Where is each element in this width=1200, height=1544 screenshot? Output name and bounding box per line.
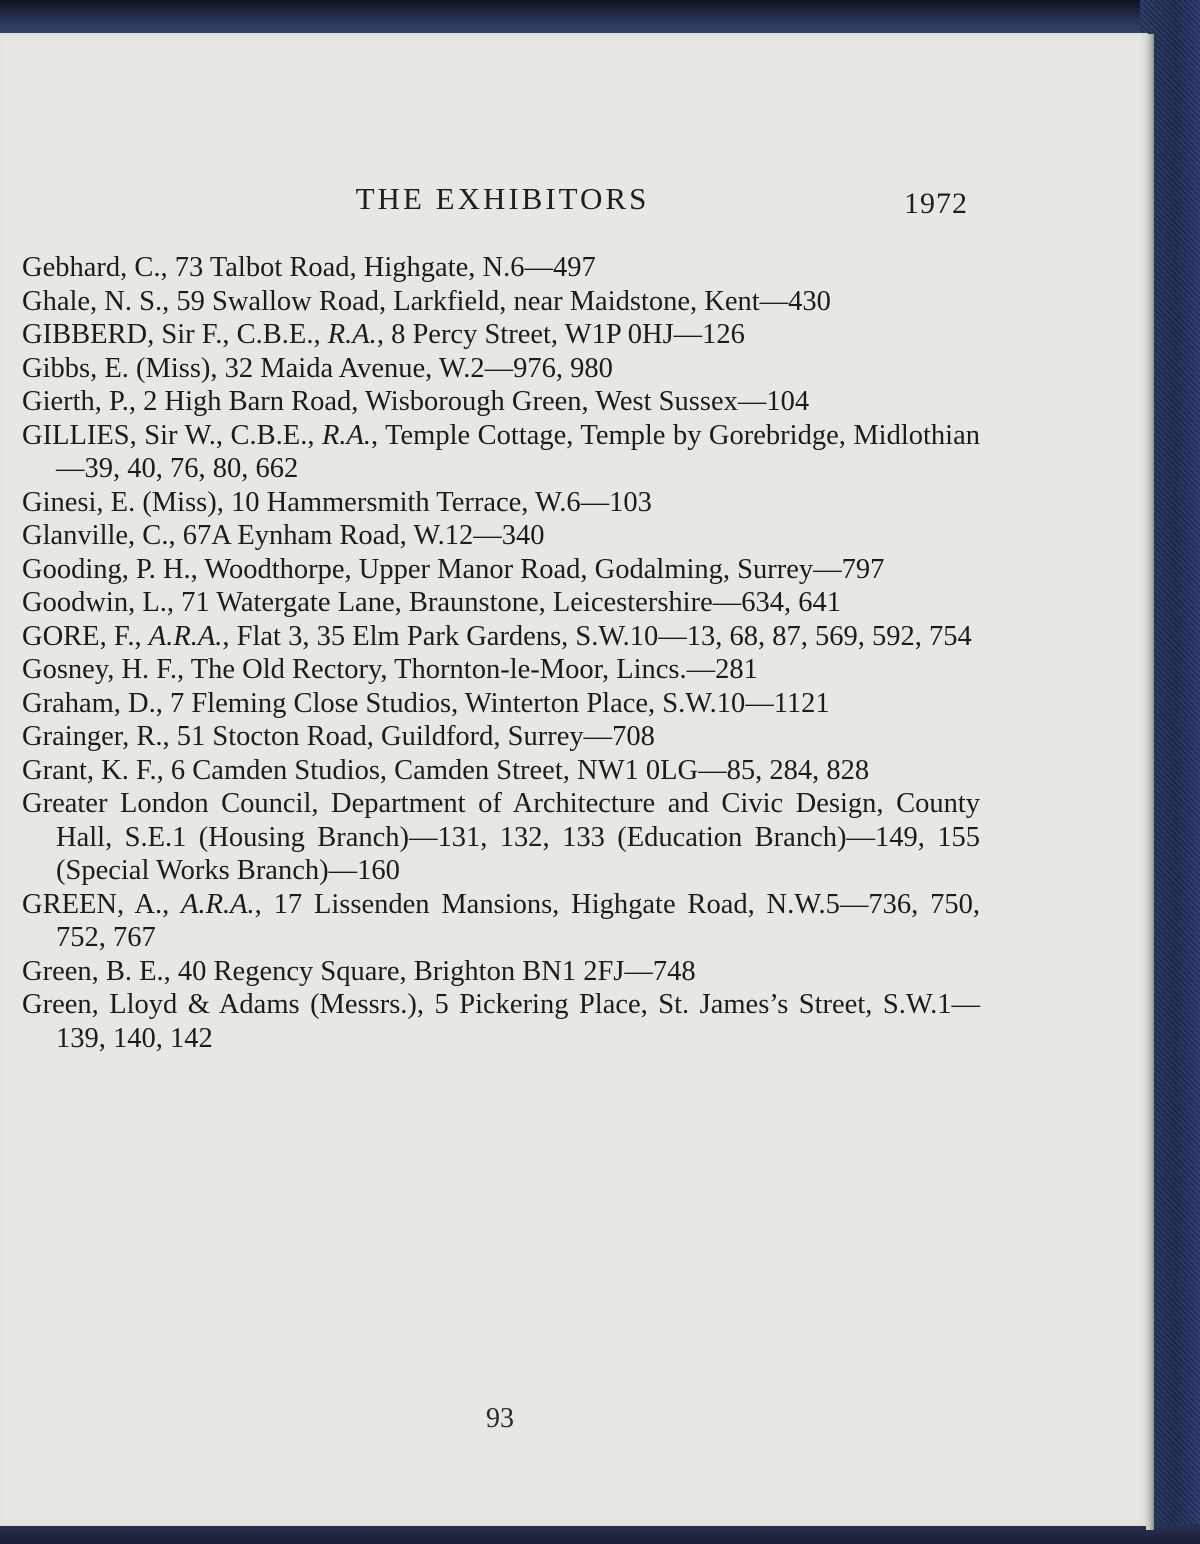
entry-text: Green, B. E., 40 Regency Square, Brighton BN1 2FJ—748 <box>22 955 696 987</box>
list-item <box>22 988 980 1055</box>
entry-text-rest: , 17 Lissenden Mansions, Highgate Road, N.W.5—736, 750, 752, 767 <box>56 888 980 953</box>
entry-title-italic: R.A. <box>327 319 377 350</box>
entry-text-rest: , Temple Cottage, Temple by Gorebridge, Midlothian—39, 40, 76, 80, 662 <box>56 419 980 484</box>
entry-text: Gosney, H. F., The Old Rectory, Thornton-le-Moor, Lincs.—281 <box>22 654 758 685</box>
list-item <box>22 720 980 754</box>
entry-text: Grainger, R., 51 Stocton Road, Guildford, Surrey—708 <box>22 721 655 752</box>
entry-text: Graham, D., 7 Fleming Close Studios, Winterton Place, S.W.10—1121 <box>22 687 830 719</box>
list-item <box>22 653 980 687</box>
list-item <box>22 519 980 553</box>
list-item <box>22 251 980 285</box>
list-item <box>22 586 980 620</box>
list-item <box>22 620 980 654</box>
entry-text: Gierth, P., 2 High Barn Road, Wisborough Green, West Sussex—104 <box>22 386 810 417</box>
list-item <box>22 754 980 788</box>
entry-text: GILLIES, Sir W., C.B.E., <box>22 419 322 451</box>
list-item <box>22 787 980 888</box>
entry-text: Gebhard, C., 73 Talbot Road, Highgate, N.6—497 <box>22 252 596 283</box>
year-label: 1972 <box>904 187 968 220</box>
list-item <box>22 419 980 486</box>
list-item <box>22 318 980 352</box>
entry-text: GREEN, A., <box>22 888 182 920</box>
entry-text: GIBBERD, Sir F., C.B.E., <box>22 319 328 350</box>
entry-text: Gibbs, E. (Miss), 32 Maida Avenue, W.2—976, 980 <box>22 352 613 384</box>
list-item <box>22 385 980 419</box>
entry-text-rest: , Flat 3, 35 Elm Park Gardens, S.W.10—13, 68, 87, 569, 592, 754 <box>222 620 972 652</box>
page-edge <box>1146 34 1154 1530</box>
exhibitor-list <box>22 251 980 1055</box>
list-item <box>22 888 980 955</box>
entry-text: Glanville, C., 67A Eynham Road, W.12—340 <box>22 520 545 551</box>
list-item <box>22 285 980 319</box>
book-page <box>0 33 1148 1526</box>
entry-title-italic: A.R.A. <box>181 888 255 920</box>
running-head <box>0 179 1148 223</box>
page-number: 93 <box>486 1403 514 1434</box>
list-item <box>22 553 980 587</box>
list-item <box>22 687 980 721</box>
entry-text: Grant, K. F., 6 Camden Studios, Camden Street, NW1 0LG—85, 284, 828 <box>22 754 870 786</box>
list-item <box>22 352 980 386</box>
entry-text: GORE, F., <box>22 620 149 652</box>
entry-text: Goodwin, L., 71 Watergate Lane, Braunstone, Leicestershire—634, 641 <box>22 587 841 618</box>
list-item <box>22 486 980 520</box>
book-bottom-edge <box>0 1524 1200 1544</box>
entry-title-italic: A.R.A. <box>148 620 223 652</box>
entry-text: Greater London Council, Department of Architecture and Civic Design, County Hall, S.E.1 (Housing Branch)—131, 132, 133 (Education Branch)—149, 155 (Special Works Branch)—160 <box>22 788 980 886</box>
book-top-edge <box>0 0 1200 36</box>
entry-title-italic: R.A. <box>321 419 372 451</box>
entry-text: Ghale, N. S., 59 Swallow Road, Larkfield, near Maidstone, Kent—430 <box>22 285 831 317</box>
page-title: THE EXHIBITORS <box>355 181 650 216</box>
entry-text: Ginesi, E. (Miss), 10 Hammersmith Terrace, W.6—103 <box>22 486 652 518</box>
entry-text: Gooding, P. H., Woodthorpe, Upper Manor Road, Godalming, Surrey—797 <box>22 553 885 585</box>
list-item <box>22 955 980 989</box>
entry-text-rest: , 8 Percy Street, W1P 0HJ—126 <box>376 319 745 350</box>
entry-text: Green, Lloyd & Adams (Messrs.), 5 Pickering Place, St. James’s Street, S.W.1—139, 140, 142 <box>22 989 980 1054</box>
